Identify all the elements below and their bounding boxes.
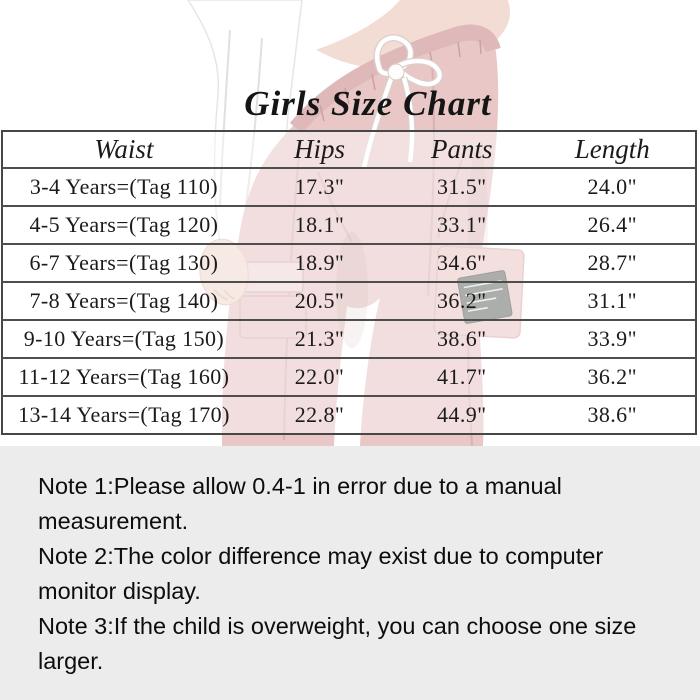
size-cell: 9-10 Years=(Tag 150) <box>2 320 245 358</box>
pants-cell: 33.1" <box>394 206 529 244</box>
hips-cell: 21.3" <box>245 320 394 358</box>
length-cell: 38.6" <box>529 396 696 434</box>
hips-cell: 17.3" <box>245 168 394 206</box>
table-row <box>2 396 696 434</box>
hips-cell: 18.9" <box>245 244 394 282</box>
hips-cell: 22.8" <box>245 396 394 434</box>
pants-cell: 34.6" <box>394 244 529 282</box>
note-3-line-1: Note 3:If the child is overweight, you can choose one size <box>38 613 637 639</box>
pants-cell: 31.5" <box>394 168 529 206</box>
table-row <box>2 168 696 206</box>
length-cell: 33.9" <box>529 320 696 358</box>
pants-cell: 36.2" <box>394 282 529 320</box>
hips-cell: 18.1" <box>245 206 394 244</box>
table-row <box>2 282 696 320</box>
pants-cell: 44.9" <box>394 396 529 434</box>
column-header-length: Length <box>529 131 696 168</box>
hips-cell: 20.5" <box>245 282 394 320</box>
column-header-waist: Waist <box>2 131 245 168</box>
size-cell: 6-7 Years=(Tag 130) <box>2 244 245 282</box>
table-row <box>2 320 696 358</box>
size-cell: 7-8 Years=(Tag 140) <box>2 282 245 320</box>
column-header-hips: Hips <box>245 131 394 168</box>
table-row <box>2 244 696 282</box>
table-row <box>2 358 696 396</box>
size-cell: 13-14 Years=(Tag 170) <box>2 396 245 434</box>
pants-cell: 41.7" <box>394 358 529 396</box>
length-cell: 36.2" <box>529 358 696 396</box>
size-cell: 11-12 Years=(Tag 160) <box>2 358 245 396</box>
length-cell: 24.0" <box>529 168 696 206</box>
note-1-line-2: measurement. <box>38 508 189 534</box>
column-header-pants: Pants <box>394 131 529 168</box>
size-cell: 4-5 Years=(Tag 120) <box>2 206 245 244</box>
table-header-row <box>2 131 696 168</box>
size-cell: 3-4 Years=(Tag 110) <box>2 168 245 206</box>
page-title: Girls Size Chart <box>244 84 492 123</box>
length-cell: 31.1" <box>529 282 696 320</box>
table-row <box>2 206 696 244</box>
length-cell: 28.7" <box>529 244 696 282</box>
note-3-line-2: larger. <box>38 648 104 674</box>
size-table <box>1 130 697 435</box>
note-2-line-1: Note 2:The color difference may exist due to computer <box>38 543 604 569</box>
note-2-line-2: monitor display. <box>38 578 201 604</box>
hips-cell: 22.0" <box>245 358 394 396</box>
pants-cell: 38.6" <box>394 320 529 358</box>
length-cell: 26.4" <box>529 206 696 244</box>
note-1-line-1: Note 1:Please allow 0.4-1 in error due to a manual <box>38 473 562 499</box>
notes-panel <box>0 446 700 700</box>
